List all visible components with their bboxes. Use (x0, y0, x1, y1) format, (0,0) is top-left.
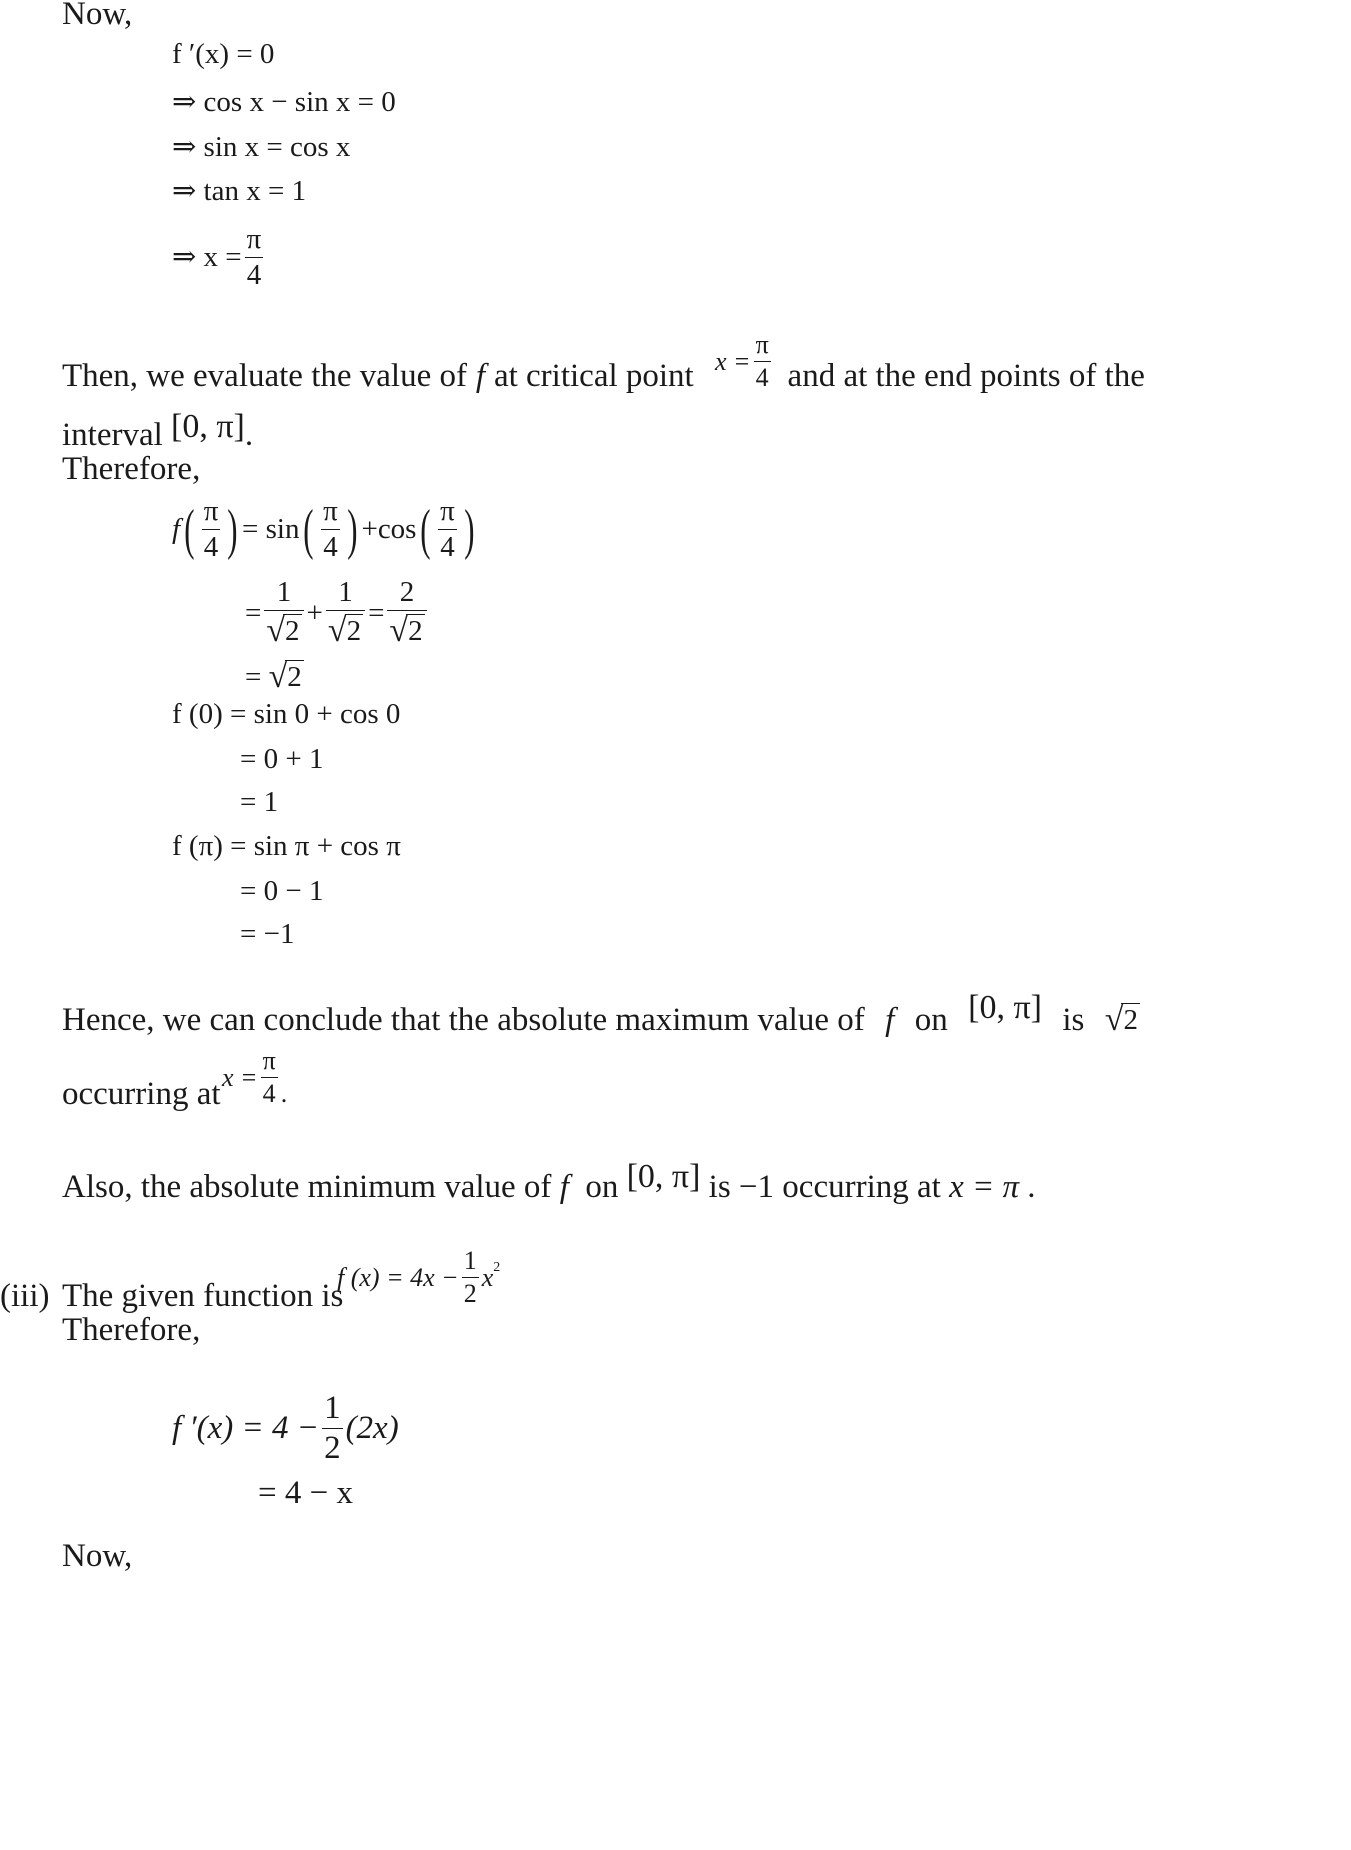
paren-close: ) (227, 498, 238, 561)
equals: = (368, 596, 385, 629)
then-f: f (475, 358, 486, 394)
denominator: 2 (463, 1279, 477, 1308)
fraction-1-2 (322, 1392, 343, 1465)
x-eq: x = (222, 1062, 258, 1092)
then-text-a: Then, we evaluate the value of (62, 358, 467, 394)
hence-x-pi-over-4: x = $\frac{\pi}{4}$ . (222, 1046, 288, 1108)
then-text-c: and at the end points of the (787, 358, 1145, 394)
paren-open: ( (303, 498, 314, 561)
fraction-1-root2 (264, 578, 303, 648)
eq-cos-minus-sin: ⇒ cos x − sin x = 0 (172, 86, 396, 118)
also-text-a: Also, the absolute minimum value of (62, 1169, 552, 1205)
eq-f0-step3: = 1 (240, 786, 279, 818)
eq-x-lhs: ⇒ x = (172, 241, 242, 273)
fraction-pi-4 (245, 225, 264, 290)
numerator: 1 (276, 576, 292, 608)
para-also-line: Also, the absolute minimum value of f on [0, π] is −1 occurring at x = π . (62, 1158, 1036, 1205)
then-text-d: interval (62, 417, 163, 453)
para-hence-line (62, 989, 1140, 1038)
sqrt: √ 2 (266, 612, 300, 649)
numerator: π (246, 223, 262, 255)
part-iii-label: (iii) (0, 1278, 50, 1314)
numerator: π (755, 330, 769, 359)
plus: + (306, 596, 323, 629)
eq-fpi-step3: = −1 (240, 918, 295, 950)
eq-fpi-step2: = 0 − 1 (240, 875, 324, 907)
numerator: π (323, 495, 338, 527)
exponent-2: 2 (493, 1259, 501, 1275)
cos-label: cos (377, 513, 417, 545)
denominator: 4 (440, 531, 455, 563)
denominator: 4 (246, 259, 262, 291)
fraction-pi-4 (321, 497, 340, 562)
numerator: 1 (338, 576, 353, 608)
x-term: x (481, 1262, 494, 1292)
fx-lhs: f (x) = 4x − (337, 1262, 459, 1292)
eq-fprime-iii-step2: = 4 − x (258, 1475, 353, 1511)
numerator: π (440, 495, 455, 527)
numerator: 2 (399, 576, 415, 608)
eq-fpi: f (π) = sin π + cos π (172, 830, 401, 862)
para-now-2: Now, (62, 1538, 133, 1574)
eq-fprime-zero: f ′(x) = 0 (172, 38, 275, 70)
paren-open: ( (420, 498, 431, 561)
fp-rhs: (2x) (345, 1410, 399, 1446)
paren-open: ( (184, 498, 195, 561)
denominator (326, 610, 365, 648)
also-text-b: on (585, 1169, 619, 1205)
then-text-b: at critical point (493, 358, 694, 394)
fraction-pi-4 (202, 497, 221, 562)
numerator: 1 (324, 1390, 341, 1426)
denominator (264, 610, 303, 648)
hence-sqrt2: √ 2 (1104, 1001, 1138, 1038)
para-therefore-2: Therefore, (62, 1312, 201, 1348)
equals: = (245, 596, 262, 629)
fraction-pi-4 (438, 497, 457, 562)
equals: = (245, 660, 262, 693)
numerator: π (262, 1046, 276, 1075)
fraction-1-2 (462, 1248, 479, 1307)
eq-tan-eq-1: ⇒ tan x = 1 (172, 175, 307, 207)
numerator: π (203, 495, 219, 527)
para-now-1: Now, (62, 0, 133, 32)
fraction-pi-4 (754, 332, 771, 391)
interval-0-pi: [0, π] (171, 408, 245, 445)
eq-root2 (245, 660, 304, 694)
hence-text-b: on (914, 1002, 948, 1038)
sqrt: √ 2 (327, 612, 362, 649)
hence-text-a: Hence, we can conclude that the absolute maximum value of (62, 1002, 865, 1038)
also-f: f (559, 1169, 569, 1205)
fraction-pi-4 (261, 1048, 278, 1107)
then-critical-point (715, 332, 774, 391)
hence-f: f (885, 1002, 895, 1038)
also-interval: [0, π] (626, 1158, 701, 1195)
fp-lhs: f ′(x) = 4 − (172, 1410, 320, 1446)
para-interval-line: interval [0, π]. (62, 408, 254, 453)
plus: + (361, 513, 378, 545)
fraction-1-root2 (326, 578, 365, 648)
para-occurring-line (62, 1078, 221, 1111)
numerator: 1 (463, 1246, 477, 1275)
fraction-2-root2 (387, 578, 426, 648)
eq-given-function (337, 1248, 500, 1307)
eq-sin-eq-cos: ⇒ sin x = cos x (172, 131, 351, 163)
eq-f-pi-over-4 (172, 497, 478, 562)
denominator: 4 (755, 363, 769, 392)
paren-close: ) (463, 498, 475, 561)
hence-text-c: is (1062, 1002, 1085, 1038)
hence-interval: [0, π] (968, 989, 1042, 1026)
also-text-c: is −1 occurring at (708, 1169, 941, 1205)
para-therefore-1: Therefore, (62, 451, 201, 487)
denominator: 4 (323, 531, 338, 563)
paren-close: ) (346, 498, 358, 561)
sin-label: sin (265, 513, 300, 545)
equals: = (242, 513, 259, 545)
eq-f0: f (0) = sin 0 + cos 0 (172, 698, 401, 730)
also-x-eq-pi: x = π (949, 1169, 1020, 1205)
part-iii-text: The given function is (62, 1278, 344, 1314)
eq-f0-step2: = 0 + 1 (240, 743, 324, 775)
eq-x-pi-over-4 (172, 225, 266, 290)
eq-fprime-iii (172, 1392, 399, 1465)
then-x-eq: x = (715, 346, 751, 376)
sqrt: √ 2 (389, 612, 423, 649)
denominator: 2 (324, 1430, 341, 1466)
f-symbol: f (172, 513, 181, 545)
hence-text-d: occurring at (62, 1076, 221, 1112)
sqrt: √ 2 (268, 658, 302, 695)
denominator (387, 610, 426, 648)
para-then-line (62, 360, 1145, 393)
eq-sum-root2 (245, 578, 430, 648)
denominator: 4 (203, 531, 219, 563)
denominator: 4 (262, 1079, 276, 1108)
